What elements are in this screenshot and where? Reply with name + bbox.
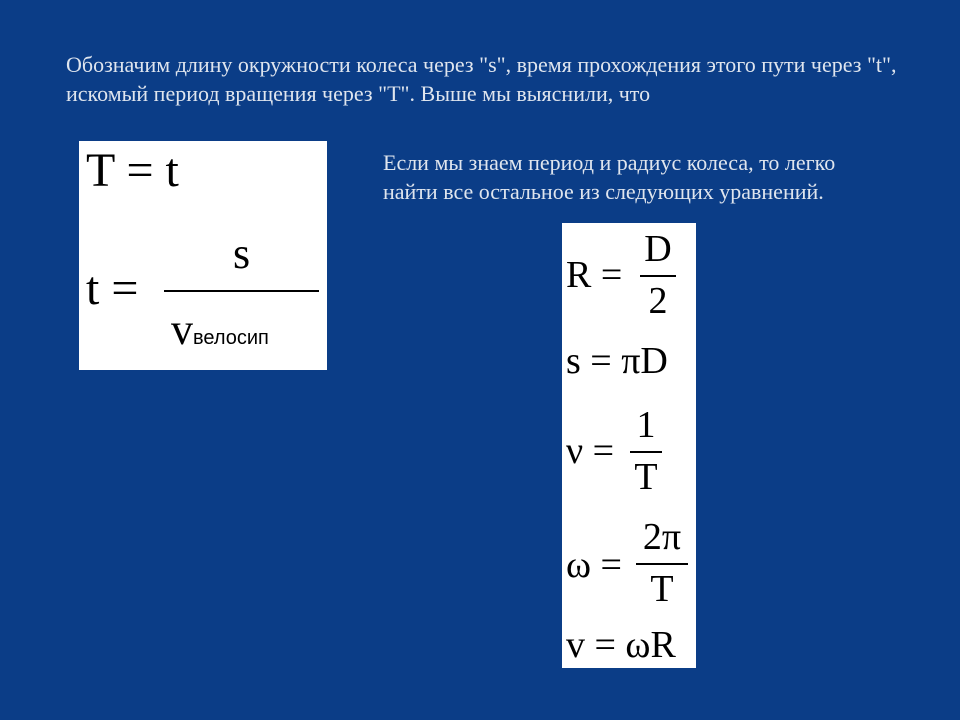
velocity-symbol: v xyxy=(171,305,193,354)
formula-box-left xyxy=(79,141,327,370)
side-paragraph: Если мы знаем период и радиус колеса, то легко найти все остальное из следующих уравнений. xyxy=(383,150,836,204)
formula-angular-velocity-lhs: ω = xyxy=(566,544,622,586)
fraction-bar xyxy=(636,563,688,565)
formula-frequency-numerator: 1 xyxy=(636,404,656,446)
formula-radius-denominator: 2 xyxy=(648,280,668,322)
formula-angular-velocity-numerator: 2π xyxy=(642,516,682,558)
formula-frequency-lhs: ν = xyxy=(566,430,615,472)
formula-time-numerator: s xyxy=(232,229,251,278)
formula-circumference: s = πD xyxy=(566,340,668,382)
formula-radius-lhs: R = xyxy=(566,254,623,296)
formula-period-equals-time: T = t xyxy=(86,144,179,197)
fraction-bar xyxy=(630,451,662,453)
formula-time-denominator xyxy=(171,301,269,369)
fraction-bar xyxy=(164,290,319,292)
formula-box-right xyxy=(562,223,696,668)
formula-frequency-denominator: T xyxy=(634,456,658,498)
fraction-bar xyxy=(640,275,676,277)
formula-time-lhs: t = xyxy=(86,262,139,315)
velocity-subscript: велосип xyxy=(193,327,269,349)
intro-paragraph: Обозначим длину окружности колеса через "s", время прохождения этого пути через "t", искомый период вращения через "T". Выше мы выяснили, что xyxy=(66,52,897,106)
formula-linear-velocity: v = ωR xyxy=(566,624,676,666)
formula-angular-velocity-denominator: T xyxy=(650,568,674,610)
formula-radius-numerator: D xyxy=(644,228,672,270)
